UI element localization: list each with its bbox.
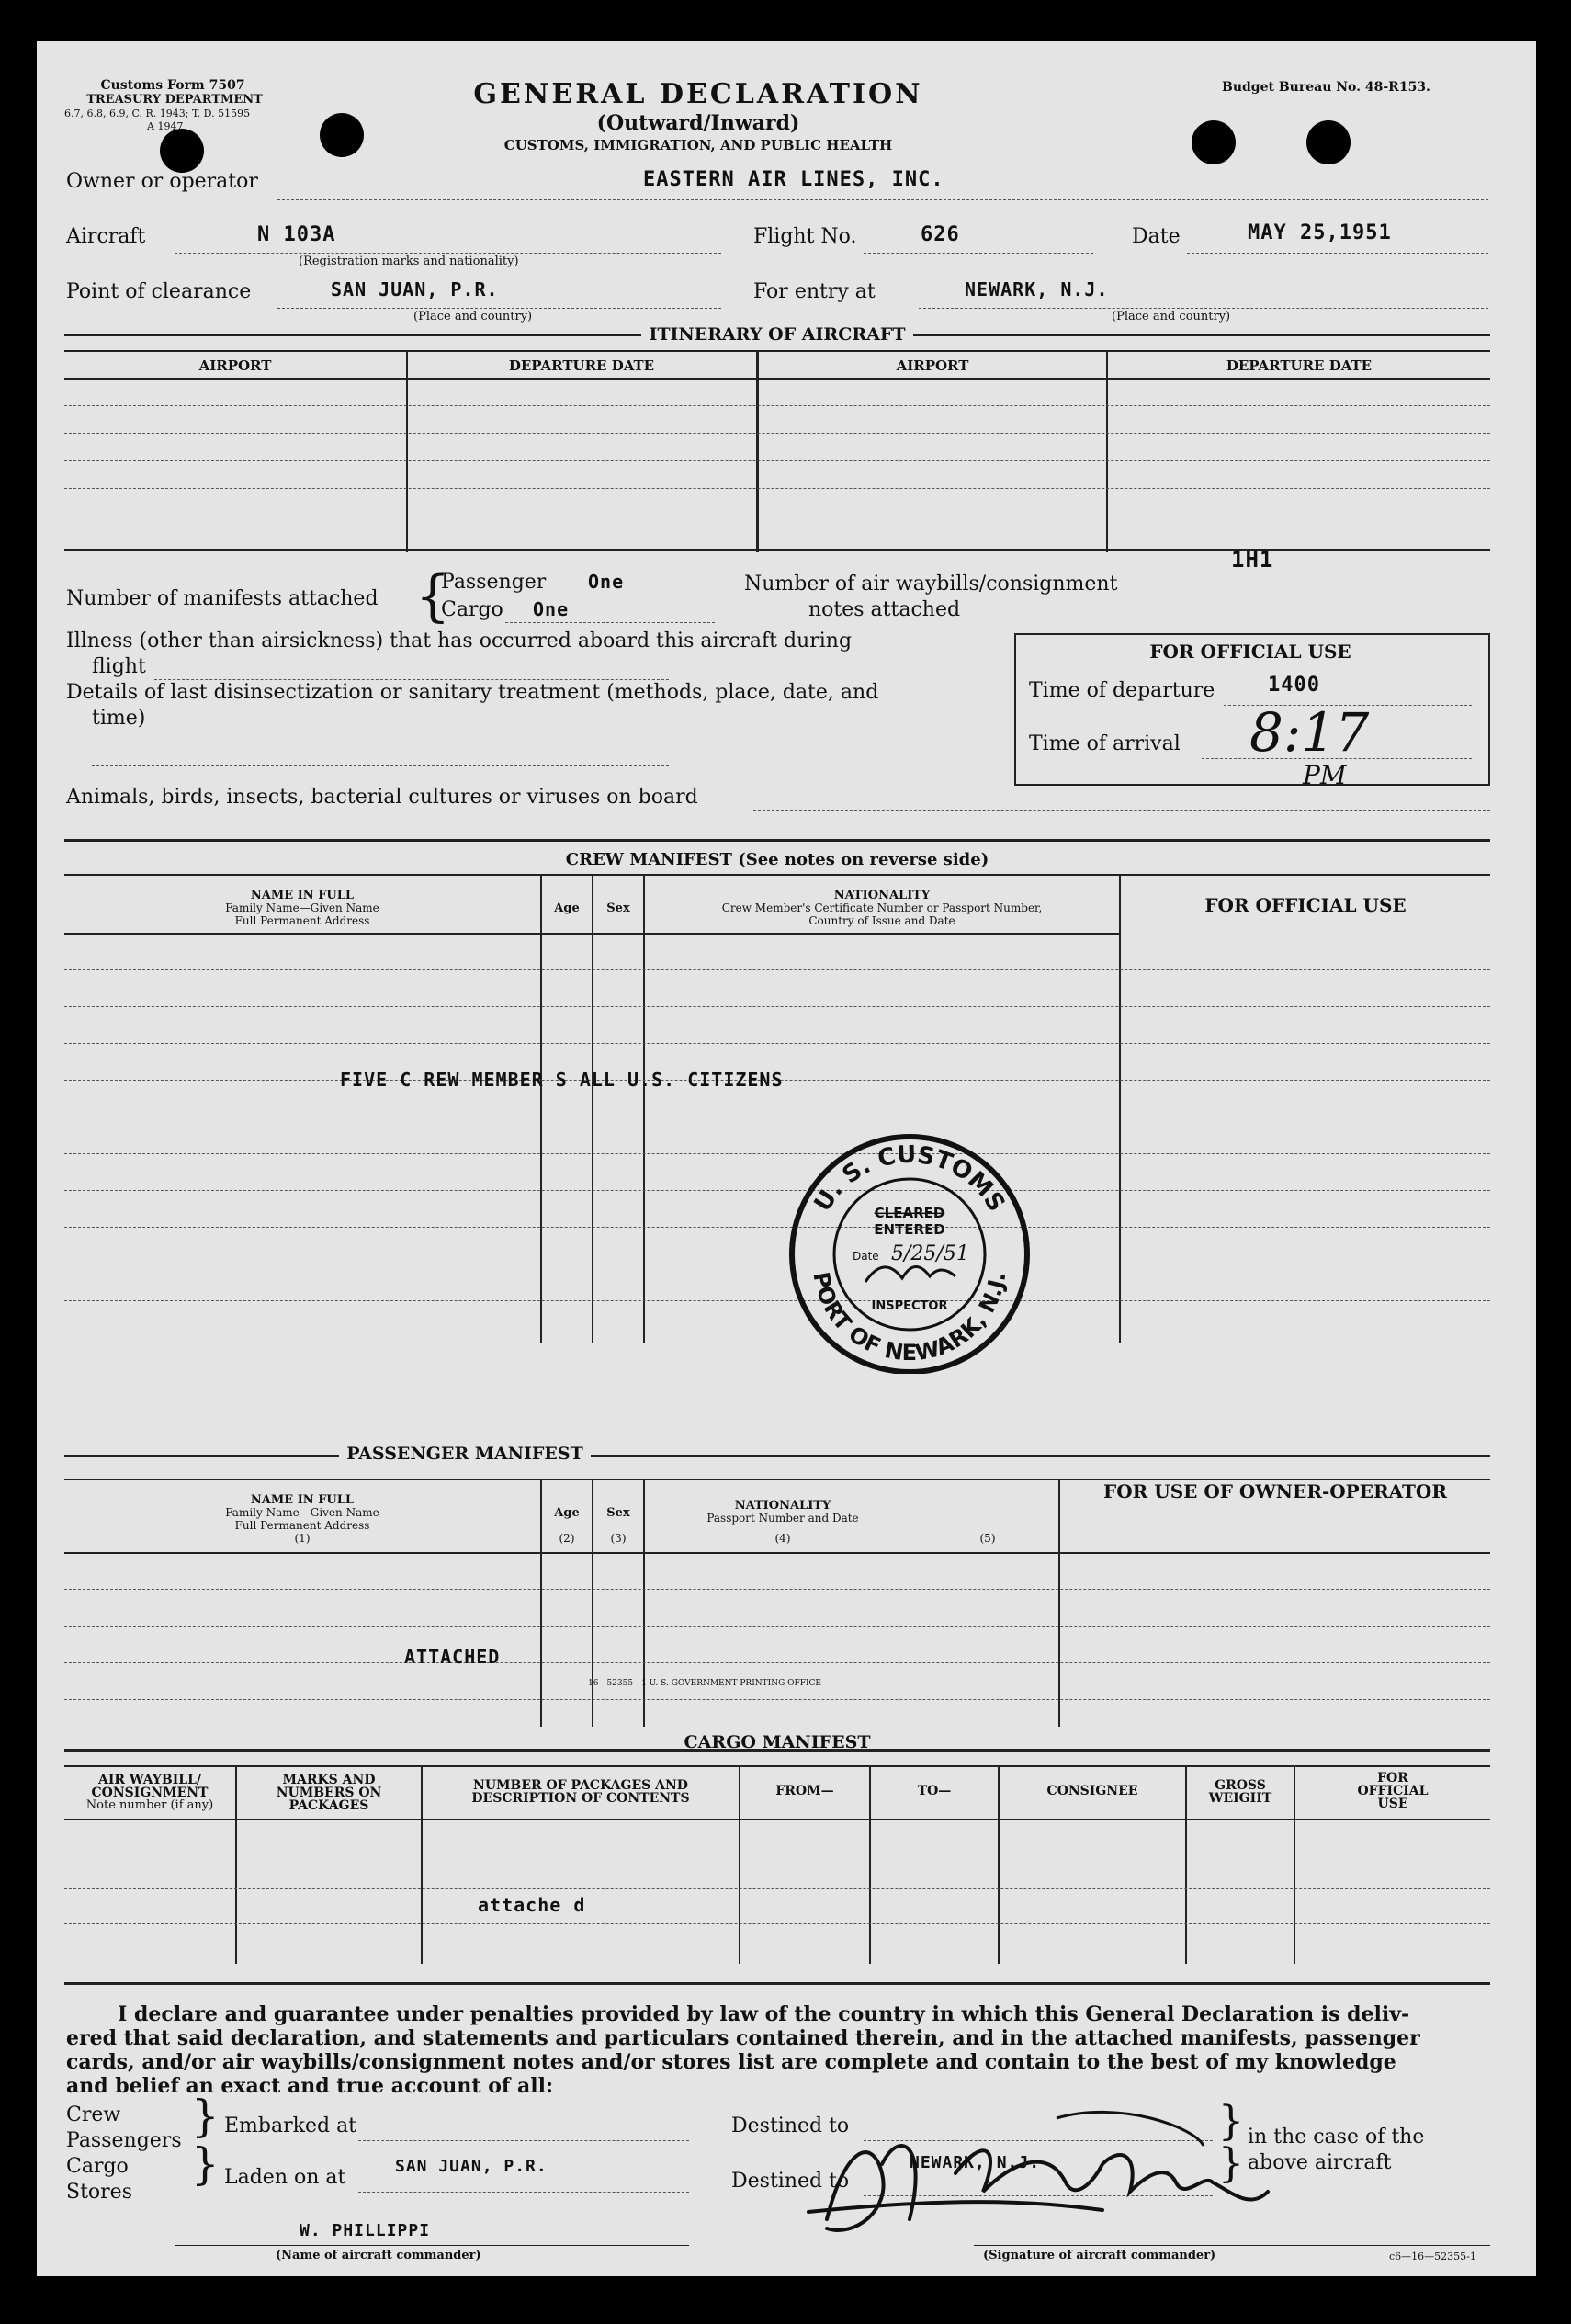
waybills-value: 1H1 <box>1231 547 1274 572</box>
manifests-label: Number of manifests attached <box>66 587 379 610</box>
embarked-label: Embarked at <box>224 2114 357 2137</box>
itinerary-col-airport-1: AIRPORT <box>198 357 272 374</box>
waybills-label-2: notes attached <box>808 598 961 621</box>
commander-name: W. PHILLIPPI <box>300 2221 431 2240</box>
declaration-passengers: Passengers <box>66 2129 182 2152</box>
form-year: A 1947 <box>147 120 184 132</box>
stamp-entered: ENTERED <box>874 1221 945 1238</box>
declaration-cargo: Cargo <box>66 2155 129 2178</box>
aircraft-caption: (Registration marks and nationality) <box>299 255 519 268</box>
passenger-title: PASSENGER MANIFEST <box>64 1444 1490 1464</box>
printing-note: 16—52355—1 U. S. GOVERNMENT PRINTING OFFICE <box>588 1679 821 1688</box>
signature-caption: (Signature of aircraft commander) <box>983 2249 1216 2262</box>
itinerary-title: ITINERARY OF AIRCRAFT <box>64 324 1490 345</box>
itinerary-col-airport-2: AIRPORT <box>896 357 969 374</box>
aircraft-value: N 103A <box>257 223 336 246</box>
official-use-title: FOR OFFICIAL USE <box>1149 641 1351 663</box>
passenger-col-5: (5) <box>979 1532 996 1545</box>
cargo-col-to: TO— <box>917 1784 952 1798</box>
disinsection-label: Details of last disinsectization or sanitary treatment (methods, place, date, and <box>66 681 879 704</box>
disinsection-label-2: time) <box>92 707 146 730</box>
passenger-entry: ATTACHED <box>404 1646 501 1668</box>
itinerary-col-departure-1: DEPARTURE DATE <box>508 357 655 374</box>
commander-caption: (Name of aircraft commander) <box>276 2249 481 2262</box>
arrival-time-suffix: PM <box>1303 760 1347 790</box>
cargo-col-marks: MARKS AND <box>282 1773 376 1787</box>
owner-value: EASTERN AIR LINES, INC. <box>643 168 944 191</box>
passenger-label: Passenger <box>441 571 547 594</box>
stamp-bottom-text: PORT OF NEWARK, N.J. <box>808 1269 1012 1366</box>
punch-hole <box>1192 120 1236 164</box>
entry-label: For entry at <box>753 280 876 303</box>
form-sheet: Customs Form 7507 TREASURY DEPARTMENT 6.7, 6.8, 6.9, C. R. 1943; T. D. 51595 A 1947 GENERAL DECLARATION (Outward/Inward) CUSTOMS, IMMIGRATION, AND PUBLIC HEALTH Budget Bureau No. 48-R153. Owner or operator EASTERN AIR LINES, INC. Aircraft N 103A (Registration marks and nationality) Flight No. 626 Date MAY 25,1951 Point of clearance SAN JUAN, P.R. (Place and country) For entry at NEWARK, N.J. (Place and country) ITINERARY OF AIRCRAFT AIRPORT DEPARTURE DATE AIRPORT DEPARTURE DATE Number of manifests attached { Passenger One Cargo One Number of air waybills/consignment notes attached 1H1 Illness (other than airsickness) that has occurred aboard this aircraft during flight Details of last disinsectization or sanitary treatment (methods, place, date, and time) Animals, birds, insects, bacterial cultures or viruses on board FOR OFFICIAL USE Time of departure 1400 Time of arrival 8:17 PM CREW MANIFEST (See notes on reverse side) NAME IN FULL Family Name—Given Name Full Permanent Address Age Sex NATIONALITY Crew Member's Certificate Number or Passport Number, Country of Issue and Date FOR OFFICIAL USE FIVE C REW MEMBER S ALL U.S. CITIZENS U. S. CUSTOMS PORT OF NEWARK, N.J. CLEARED ENTERED Date 5/25/51 INSPECTOR PASSENGER MANIFEST NAME IN FULL Family Name—Given Name Full Permanent Address (1) Age (2) Sex (3) NATIONALITY Passport Number and Date (4) (5) FOR USE OF OWNER-OPERATOR ATTACHED 16—52355—1 U. S. GOVERNMENT PRINTING OFFICE CARGO MANIFEST AIR WAYBILL/ CONSIGNMENT Note number (if any) MARKS AND NUMBERS ON PACKAGES NUMBER OF PACKAGES AND DESCRIPTION OF CONTENTS FROM— TO— CONSIGNEE GROSS WEIGHT FOR OFFICIAL USE attache d I declare and guarantee under penalties provided by law of the country in which this General Declaration is deliv- ered that said declaration, and statements and particulars contained therein, and in the attached manifests, passenger cards, and/or air waybills/consignment notes and/or stores list are complete and contain to the best of my knowledge and belief an exact and true account of all: Crew Passengers Cargo Stores } } Embarked at Laden on at SAN JUAN, P.R. Destined to Destined to NEWARK, N.J. } } in the case of the above aircraft W. PHILLIPPI (Name of aircraft commander) (Signature of aircraft commander) c6—16—52355-1 <box>37 41 1536 2276</box>
date-label: Date <box>1132 225 1181 248</box>
declaration-stores: Stores <box>66 2181 132 2204</box>
crew-col-age: Age <box>554 901 580 915</box>
stamp-date-value: 5/25/51 <box>891 1242 969 1265</box>
crew-col-name: NAME IN FULL <box>250 889 355 902</box>
animals-label: Animals, birds, insects, bacterial cultures or viruses on board <box>66 786 698 809</box>
commander-signature <box>772 2109 1286 2256</box>
destined-label-2: Destined to <box>731 2170 850 2193</box>
passenger-col-age: Age <box>554 1506 580 1520</box>
declaration-line-4: and belief an exact and true account of all: <box>66 2074 554 2098</box>
form-subtitle-2: CUSTOMS, IMMIGRATION, AND PUBLIC HEALTH <box>503 137 893 153</box>
punch-hole <box>160 129 204 173</box>
stamp-top-text: U. S. CUSTOMS <box>808 1140 1011 1217</box>
crew-col-nationality: NATIONALITY <box>833 889 931 902</box>
crew-entry: FIVE C REW MEMBER S ALL U.S. CITIZENS <box>340 1069 784 1091</box>
cargo-col-weight: GROSS <box>1215 1778 1266 1793</box>
entry-value: NEWARK, N.J. <box>965 278 1109 300</box>
entry-caption: (Place and country) <box>1112 310 1231 323</box>
cargo-entry: attache d <box>478 1894 586 1916</box>
punch-hole <box>1306 120 1351 164</box>
cargo-col-from: FROM— <box>775 1784 834 1798</box>
declaration-line-2: ered that said declaration, and statements and particulars contained therein, and in the attached manifests, passenger <box>66 2026 1420 2050</box>
date-value: MAY 25,1951 <box>1248 221 1392 244</box>
cargo-col-consignee: CONSIGNEE <box>1046 1784 1138 1798</box>
laden-label: Laden on at <box>224 2166 346 2189</box>
flight-value: 626 <box>921 223 960 246</box>
destined-label-1: Destined to <box>731 2114 850 2137</box>
form-id: Customs Form 7507 <box>100 78 245 93</box>
punch-hole <box>320 113 364 157</box>
cargo-label: Cargo <box>441 598 503 621</box>
clearance-caption: (Place and country) <box>413 310 533 323</box>
cargo-col-official: FOR <box>1377 1771 1408 1786</box>
passenger-col-nationality: NATIONALITY <box>734 1499 831 1513</box>
department: TREASURY DEPARTMENT <box>86 93 263 107</box>
passenger-col-name: NAME IN FULL <box>250 1493 355 1507</box>
declaration-line-1: I declare and guarantee under penalties provided by law of the country in which this General Declaration is deliv- <box>118 2002 1410 2026</box>
laden-value: SAN JUAN, P.R. <box>395 2157 548 2176</box>
crew-col-official: FOR OFFICIAL USE <box>1204 894 1407 916</box>
illness-label: Illness (other than airsickness) that has occurred aboard this aircraft during <box>66 629 853 652</box>
passenger-value: One <box>588 571 625 593</box>
stamp-cleared: CLEARED <box>874 1205 945 1221</box>
stamp-inspector-signature <box>865 1266 955 1282</box>
flight-label: Flight No. <box>753 225 857 248</box>
crew-col-sex: Sex <box>606 901 630 915</box>
arrival-time-value: 8:17 <box>1249 701 1370 764</box>
destined-value: NEWARK, N.J. <box>910 2153 1041 2172</box>
form-title: GENERAL DECLARATION <box>473 78 923 110</box>
declaration-crew: Crew <box>66 2103 121 2126</box>
itinerary-col-departure-2: DEPARTURE DATE <box>1226 357 1373 374</box>
cargo-col-waybill: AIR WAYBILL/ <box>97 1773 202 1787</box>
passenger-col-sex: Sex <box>606 1506 630 1520</box>
case-label-2: above aircraft <box>1248 2151 1392 2174</box>
cargo-title: CARGO MANIFEST <box>684 1732 871 1752</box>
customs-stamp <box>781 1126 1038 1374</box>
arrival-time-label: Time of arrival <box>1029 732 1181 755</box>
waybills-label: Number of air waybills/consignment <box>744 572 1118 595</box>
aircraft-label: Aircraft <box>66 225 146 248</box>
illness-label-2: flight <box>92 655 146 678</box>
clearance-value: SAN JUAN, P.R. <box>331 278 499 300</box>
passenger-col-owner: FOR USE OF OWNER-OPERATOR <box>1103 1480 1447 1502</box>
crew-title: CREW MANIFEST (See notes on reverse side) <box>565 850 989 869</box>
stamp-inspector: INSPECTOR <box>871 1299 948 1313</box>
departure-time-label: Time of departure <box>1029 679 1215 702</box>
regulations: 6.7, 6.8, 6.9, C. R. 1943; T. D. 51595 <box>64 108 251 119</box>
declaration-line-3: cards, and/or air waybills/consignment notes and/or stores list are complete and contain to the best of my knowledge <box>66 2050 1396 2074</box>
cargo-value: One <box>533 598 570 620</box>
form-subtitle: (Outward/Inward) <box>596 111 800 135</box>
owner-label: Owner or operator <box>66 170 258 193</box>
cargo-col-description: NUMBER OF PACKAGES AND <box>473 1778 688 1793</box>
stamp-date-label: Date <box>853 1250 879 1263</box>
clearance-label: Point of clearance <box>66 280 252 303</box>
form-number: c6—16—52355-1 <box>1389 2250 1476 2262</box>
departure-time-value: 1400 <box>1268 674 1320 697</box>
case-label-1: in the case of the <box>1248 2126 1425 2148</box>
budget-number: Budget Bureau No. 48-R153. <box>1222 80 1430 95</box>
